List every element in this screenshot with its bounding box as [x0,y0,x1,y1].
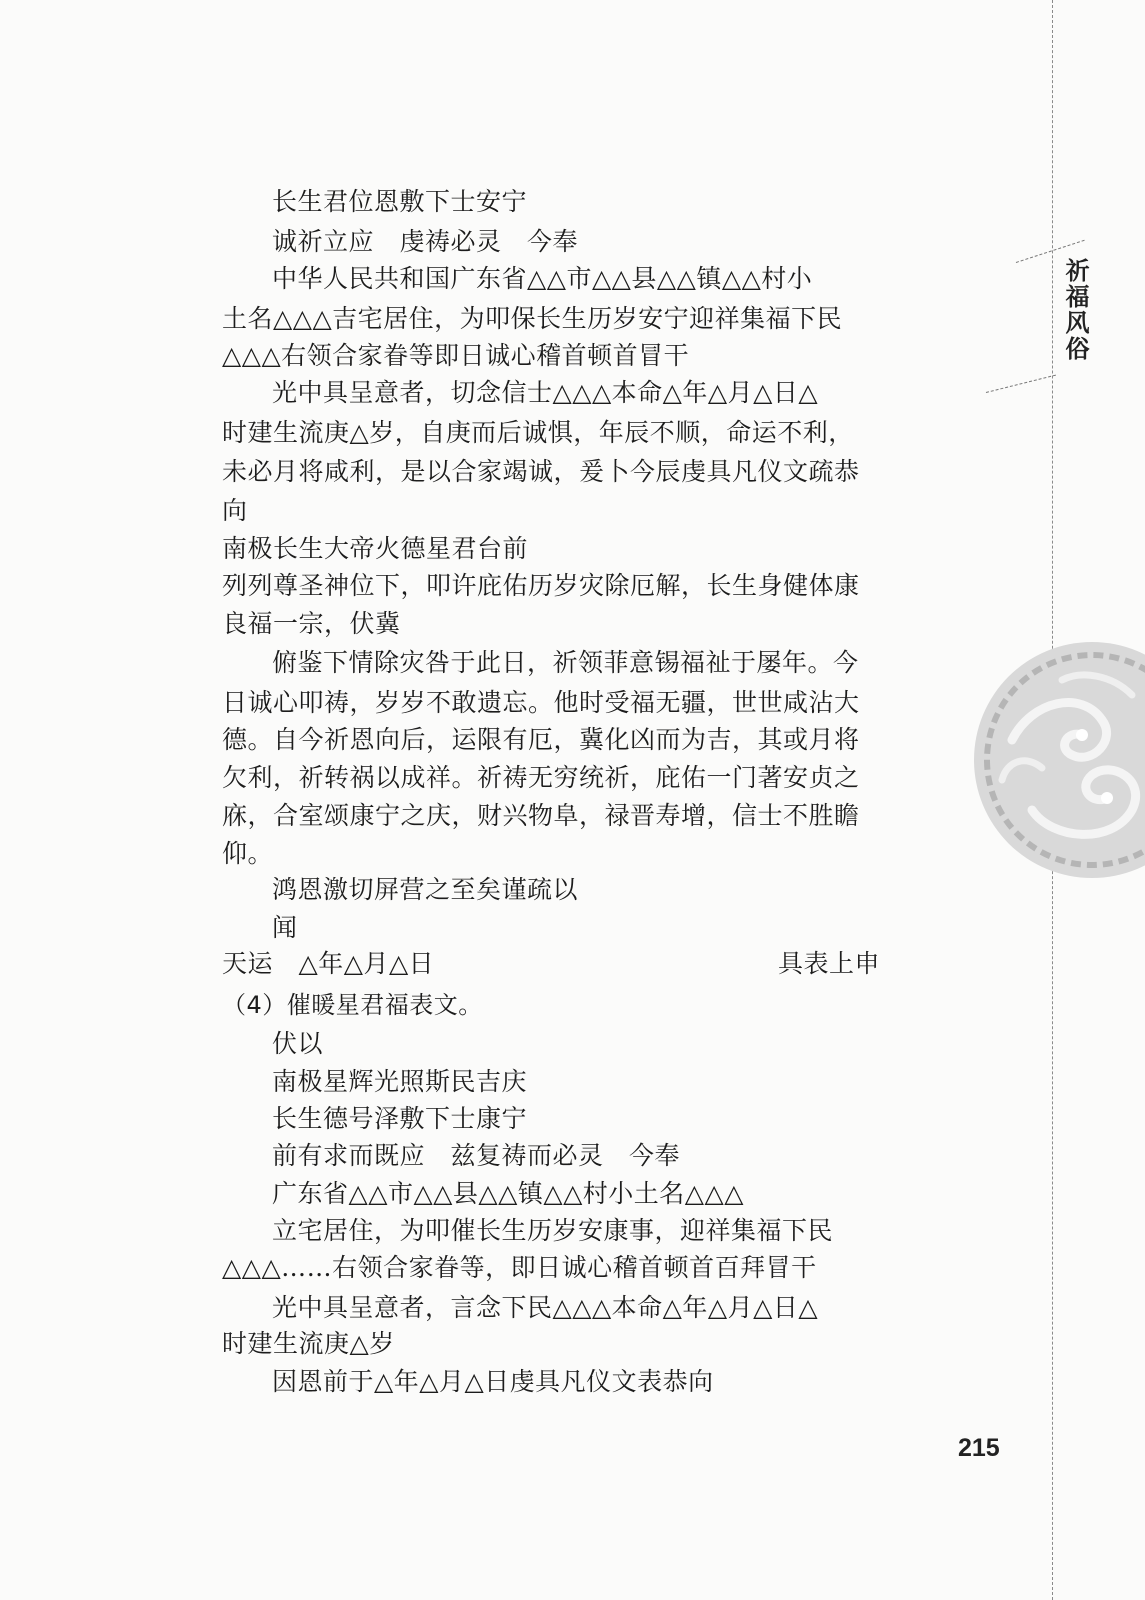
text-line: 伏以 [272,1029,324,1058]
text-line: 列列尊圣神位下，叩许庇佑历岁灾除厄解，长生身健体康 [222,571,860,600]
text-line: 长生德号泽敷下士康宁 [272,1104,528,1133]
text-line: 仰。 [222,839,274,868]
text-line: 时建生流庚△岁 [222,1329,395,1358]
text-line: 时建生流庚△岁，自庚而后诚惧，年辰不顺，命运不利， [222,418,854,447]
text-line: 向 [222,496,248,525]
text-line: 鸿恩激切屏营之至矣谨疏以 [272,875,579,904]
text-line: 光中具呈意者，言念下民△△△本命△年△月△日△ [272,1293,819,1322]
text-line: 长生君位恩敷下士安宁 [272,187,528,216]
text-line: 土名△△△吉宅居住，为叩保长生历岁安宁迎祥集福下民 [222,304,843,333]
text-line: 庥，合室颂康宁之庆，财兴物阜，禄晋寿增，信士不胜瞻 [222,801,860,830]
text-line: 欠利，祈转祸以成祥。祈祷无穷统祈，庇佑一门著安贞之 [222,763,860,792]
text-line: 广东省△△市△△县△△镇△△村小土名△△△ [272,1179,744,1208]
text-line: 光中具呈意者，切念信士△△△本命△年△月△日△ [272,378,819,407]
text-line: 天运 △年△月△日 [222,949,435,978]
ornament-icon [972,640,1145,880]
text-line: 良福一宗，伏冀 [222,609,401,638]
text-line: △△△右领合家眷等即日诚心稽首顿首冒干 [222,341,690,370]
text-line: 南极长生大帝火德星君台前 [222,534,529,563]
text-line: 立宅居住，为叩催长生历岁安康事，迎祥集福下民 [272,1216,834,1245]
text-line: 闻 [272,913,298,942]
text-line: 俯鉴下情除灾咎于此日，祈领菲意锡福祉于屡年。今 [272,648,859,677]
section-heading: （4）催暖星君福表文。 [222,991,483,1019]
side-section-title: 祈福风俗 [1061,258,1089,362]
text-line: 德。自今祈恩向后，运限有厄，冀化凶而为吉，其或月将 [222,725,860,754]
text-line: 中华人民共和国广东省△△市△△县△△镇△△村小 [272,264,813,293]
text-line: 未必月将咸利，是以合家竭诚，爰卜今辰虔具凡仪文疏恭 [222,457,860,486]
text-line: △△△……右领合家眷等，即日诚心稽首顿首百拜冒干 [222,1253,817,1282]
text-line: 具表上申 [777,949,880,978]
text-line: 日诚心叩祷，岁岁不敢遗忘。他时受福无疆，世世咸沾大 [222,688,860,717]
text-line: 诚祈立应 虔祷必灵 今奉 [272,227,579,256]
text-line: 前有求而既应 兹复祷而必灵 今奉 [272,1141,681,1170]
text-line: 因恩前于△年△月△日虔具凡仪文表恭向 [272,1367,714,1396]
page-number: 215 [958,1434,1000,1462]
text-line: 南极星辉光照斯民吉庆 [272,1067,528,1096]
